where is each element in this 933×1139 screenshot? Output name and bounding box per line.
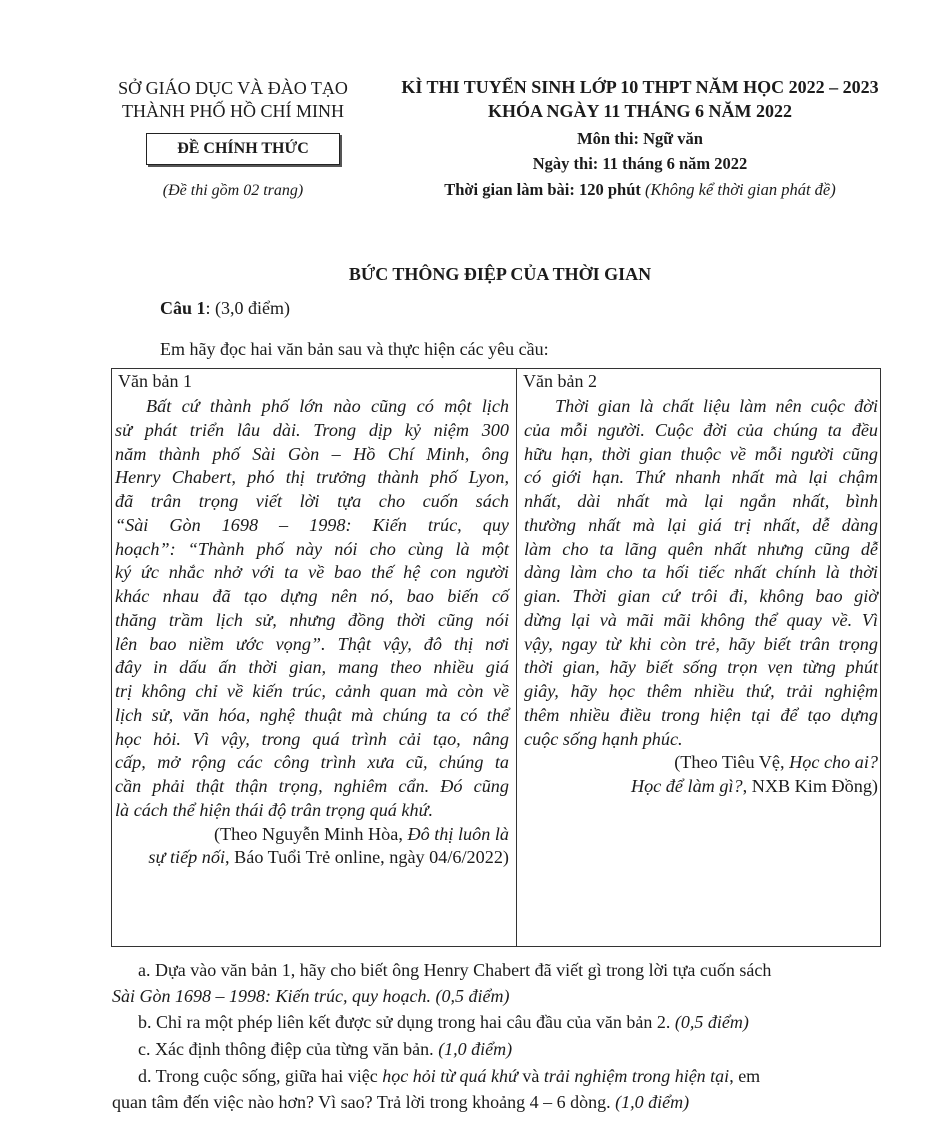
question-d-line-1 [138, 1066, 760, 1087]
question-d-emphasis-1: học hỏi từ quá khứ [382, 1066, 518, 1086]
question-1-heading [160, 298, 290, 319]
question-d-emphasis-2: trải nghiệm trong hiện tại [543, 1066, 730, 1086]
text-2-heading: Văn bản 2 [523, 371, 597, 391]
question-b-points: (0,5 điểm) [674, 1012, 749, 1032]
main-title: BỨC THÔNG ĐIỆP CỦA THỜI GIAN [348, 264, 652, 284]
question-d-points: (1,0 điểm) [615, 1092, 690, 1112]
citation-suffix: , Báo Tuổi Trẻ online, ngày 04/6/2022) [225, 847, 509, 868]
text-1-cell [112, 369, 517, 946]
passage-line: hữu hạn, thời gian thuộc về mỗi người cũng [524, 443, 878, 464]
question-d-text-1: d. Trong cuộc sống, giữa hai việc [138, 1066, 383, 1086]
passage-line: Bất cứ thành phố lớn nào cũng có một lịch [146, 396, 509, 416]
text-1-body [115, 395, 509, 870]
text-2-cell [517, 369, 880, 946]
citation-title-part-1: Học cho ai? [789, 752, 878, 773]
question-d-line-2 [112, 1092, 689, 1113]
citation-prefix: (Theo Tiêu Vệ, [674, 752, 790, 773]
passage-line: đây in dấu ấn thời gian, mang theo nhiều giá [115, 657, 509, 678]
passage-line: thêm nhiều điều trong hiện tại để tạo dựng [524, 704, 878, 725]
passage-line: thăng trầm lịch sử, nhưng đồng thời cũng nói [115, 609, 509, 630]
pages-note: (Đề thi gồm 02 trang) [162, 182, 304, 199]
text-2-body [524, 395, 878, 799]
citation-line-1 [524, 751, 878, 775]
passage-line: Henry Chabert, phó thị trưởng thành phố Lyon, [115, 467, 509, 488]
citation-title-part-2: Học để làm gì? [630, 776, 743, 796]
question-1-instruction: Em hãy đọc hai văn bản sau và thực hiện các yêu cầu: [160, 339, 549, 359]
passage-line: nhất, dài nhất mà lại ngắn nhất, bình [524, 491, 878, 511]
passage-line: vậy, ngay từ khi còn trẻ, hãy biết trân trọng [524, 633, 878, 654]
reading-texts-table [111, 368, 881, 947]
duration-label: Thời gian làm bài: 120 phút [444, 180, 641, 199]
passage-line: dàng làm cho ta hối tiếc nhất chính là thời [524, 562, 878, 583]
passage-line: là cách thể hiện thái độ trân trọng quá khứ. [115, 799, 434, 820]
passage-line: khác nhau đã tạo dựng nên nó, bao biến cố [115, 586, 509, 606]
department-line-2: THÀNH PHỐ HỒ CHÍ MINH [122, 101, 344, 121]
passage-line: dừng lại và mãi mãi không thể quay về. Vì [524, 609, 878, 630]
exam-subject: Môn thi: Ngữ văn [577, 129, 703, 148]
duration-note: (Không kể thời gian phát đề) [645, 180, 836, 199]
passage-line: học hỏi. Vì vậy, trong quá trình cải tạo, nâng [115, 728, 509, 749]
exam-session: KHÓA NGÀY 11 THÁNG 6 NĂM 2022 [487, 101, 792, 121]
citation-title-part-1: Đô thị luôn là [407, 823, 509, 844]
question-a-line-1: a. Dựa vào văn bản 1, hãy cho biết ông Henry Chabert đã viết gì trong lời tựa cuốn sách [138, 960, 772, 980]
text-1-heading: Văn bản 1 [118, 371, 192, 391]
question-b-text: b. Chỉ ra một phép liên kết được sử dụng trong hai câu đầu của văn bản 2. [138, 1012, 675, 1032]
question-d-text-4: quan tâm đến việc nào hơn? Vì sao? Trả lời trong khoảng 4 – 6 dòng. [112, 1092, 616, 1112]
passage-line: thời gian, hãy biết sống trọn vẹn từng phút [524, 657, 878, 678]
passage-line: cần phải thật thận trọng, nghiêm cẩn. Đó cũng [115, 776, 509, 796]
passage-line: đã trân trọng viết lời tựa cho cuốn sách [115, 491, 509, 511]
exam-date: Ngày thi: 11 tháng 6 năm 2022 [532, 154, 748, 173]
citation-line-2 [524, 775, 878, 799]
passage-line: trị không chỉ về kiến trúc, cảnh quan mà còn về [115, 681, 509, 701]
passage-line: cuộc sống hạnh phúc. [524, 728, 683, 749]
citation-suffix: , NXB Kim Đồng) [742, 776, 878, 796]
passage-line: ký ức nhắc nhở với ta về bao thế hệ con người [115, 562, 509, 583]
passage-line: lịch sử, văn hóa, nghệ thuật mà chúng ta có thể [115, 704, 509, 725]
passage-line: lên bao niềm ước vọng”. Thật vậy, đô thị nơi [115, 633, 509, 654]
passage-line: “Sài Gòn 1698 – 1998: Kiến trúc, quy [115, 514, 509, 535]
question-1-points: : (3,0 điểm) [205, 298, 290, 318]
question-c-points: (1,0 điểm) [438, 1039, 513, 1059]
question-d-text-2: và [517, 1066, 544, 1086]
question-c-text: c. Xác định thông điệp của từng văn bản. [138, 1039, 439, 1059]
question-d-text-3: , em [729, 1066, 761, 1086]
citation-line-2 [115, 846, 509, 870]
question-a-line-2: Sài Gòn 1698 – 1998: Kiến trúc, quy hoạch. (0,5 điểm) [112, 986, 510, 1006]
passage-line: cấp, mở rộng các công trình xưa cũ, chúng ta [115, 752, 509, 773]
passage-line: thường nhất mà lại giá trị nhất, dễ dàng [524, 514, 878, 535]
official-exam-badge: ĐỀ CHÍNH THỨC [146, 133, 340, 165]
passage-line: Thời gian là chất liệu làm nên cuộc đời [555, 396, 878, 416]
exam-duration [370, 180, 910, 200]
citation-prefix: (Theo Nguyễn Minh Hòa, [213, 823, 408, 844]
citation-line-1 [115, 823, 509, 847]
question-1-label: Câu 1 [160, 298, 206, 318]
passage-line: có giới hạn. Thứ nhanh nhất mà lại chậm [524, 467, 878, 488]
citation-title-part-2: sự tiếp nối [148, 847, 226, 868]
passage-line: giây, hãy học thêm nhiều thứ, trải nghiệm [524, 681, 878, 701]
passage-line: của mỗi người. Cuộc đời của chúng ta đều [524, 419, 878, 440]
exam-title: KÌ THI TUYỂN SINH LỚP 10 THPT NĂM HỌC 2022 – 2023 [401, 77, 879, 97]
department-line-1: SỞ GIÁO DỤC VÀ ĐÀO TẠO [118, 78, 348, 98]
passage-line: sử phát triển lâu dài. Trong dịp kỷ niệm 300 [115, 419, 509, 440]
passage-line: hoạch”: “Thành phố này nói cho cùng là một [115, 538, 509, 559]
passage-line: năm thành phố Sài Gòn – Hồ Chí Minh, ông [115, 443, 509, 464]
question-c [138, 1039, 512, 1060]
question-b [138, 1012, 749, 1033]
passage-line: làm cho ta lãng quên nhất nhưng cũng dễ [524, 538, 878, 559]
passage-line: gian. Thời gian cứ trôi đi, không bao giờ [524, 586, 878, 606]
